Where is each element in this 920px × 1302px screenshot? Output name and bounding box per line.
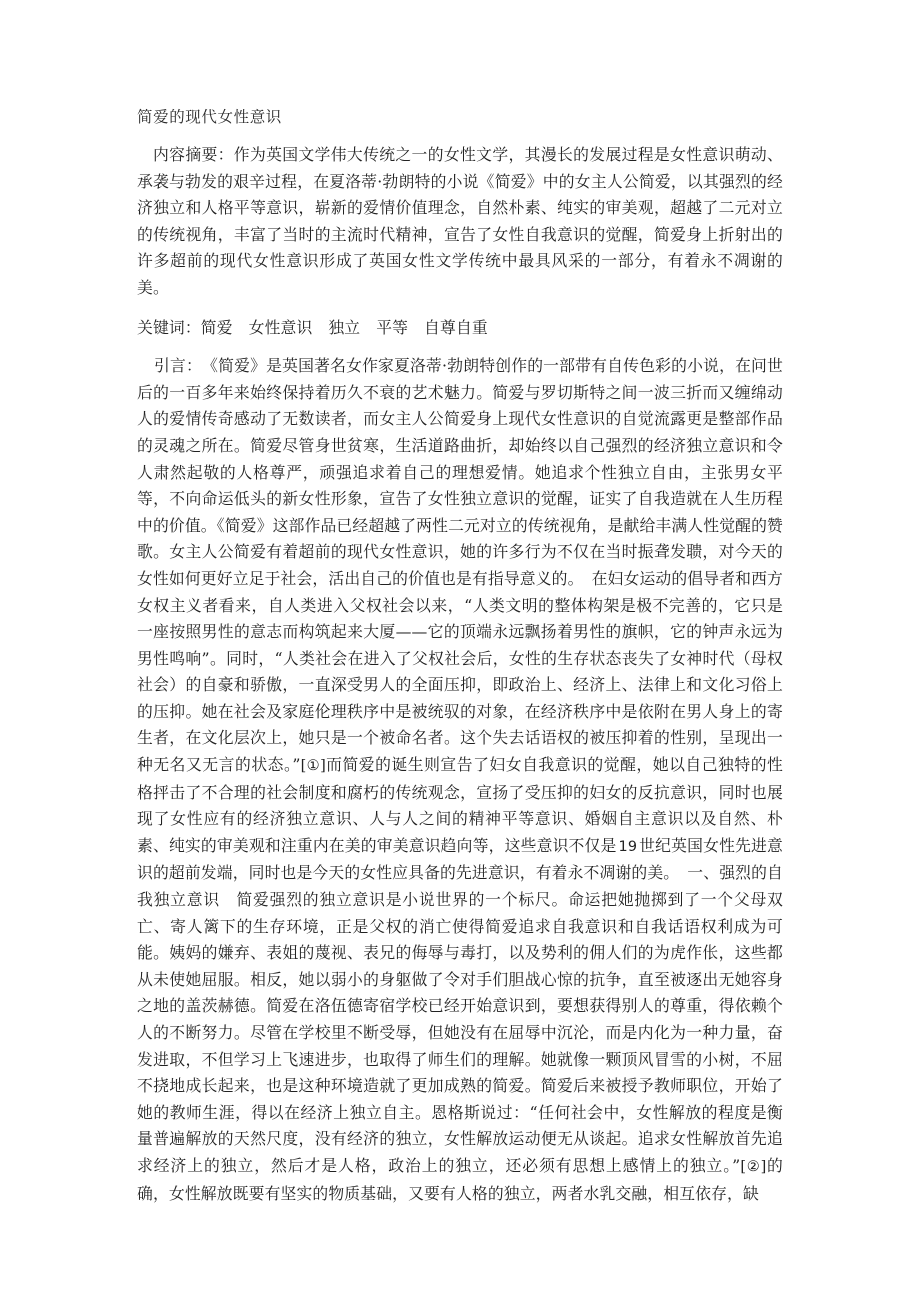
body-text-part-4: 的确，女性解放既要有坚实的物质基础，又要有人格的独立，两者水乳交融，相互依存，缺 (137, 1155, 783, 1203)
document-content (137, 104, 783, 1207)
body-text-part-2: 而简爱的诞生则宣告了妇女自我意识的觉醒，她以自己独特的性格抨击了不合理的社会制度和腐朽的传统观念，宣扬了受压抑的妇女的反抗意识，同时也展现了女性应有的经济独立意识、人与人之间的精神平等意识、婚姻自主意识以及自然、朴素、纯实的审美观和注重内在美的审美意识趋向等，这些意识不仅是 (137, 755, 783, 855)
footnote-marker-1: [①] (300, 758, 326, 775)
page-title: 简爱的现代女性意识 (137, 108, 282, 126)
abstract-paragraph: 内容摘要：作为英国文学伟大传统之一的女性文学，其漫长的发展过程是女性意识萌动、承袭与勃发的艰辛过程，在夏洛蒂·勃朗特的小说《简爱》中的女主人公简爱，以其强烈的经济独立和人格平等意识，崭新的爱情价值理念，自然朴素、纯实的审美观，超越了二元对立的传统视角，丰富了当时的主流时代精神，宣告了女性自我意识的觉醒，简爱身上折射出的许多超前的现代女性意识形成了英国女性文学传统中最具风采的一部分，有着永不凋谢的美。 (137, 145, 783, 297)
year-number: 19 (618, 838, 638, 855)
body-text-part-3: 世纪英国女性先进意识的超前发端，同时也是今天的女性应具备的先进意识，有着永不凋谢的美。 一、强烈的自我独立意识 简爱强烈的独立意识是小说世界的一个标尺。命运把她抛掷到了一个父母双亡、寄人篱下的生存环境，正是父权的消亡使得简爱追求自我意识和自我话语权利成为可能。姨妈的嫌弃、表姐的蔑视、表兄的侮辱与毒打，以及势利的佣人们的为虎作伥，这些都从未使她屈服。相反，她以弱小的身躯做了令对手们胆战心惊的抗争，直至被逐出无她容身之地的盖茨赫德。简爱在洛伍德寄宿学校已经开始意识到，要想获得别人的尊重，得依赖个人的不断努力。尽管在学校里不断受辱，但她没有在屈辱中沉沦，而是内化为一种力量，奋发进取，不但学习上飞速进步，也取得了师生们的理解。她就像一颗顶风冒雪的小树，不屈不挠地成长起来，也是这种环境造就了更加成熟的简爱。简爱后来被授予教师职位，开始了她的教师生涯，得以在经济上独立自主。恩格斯说过：“任何社会中，女性解放的程度是衡量普遍解放的天然尺度，没有经济的独立，女性解放运动便无从谈起。追求女性解放首先追求经济上的独立，然后才是人格，政治上的独立，还必须有思想上感情上的独立。” (137, 835, 783, 1175)
keywords-line: 关键词：简爱 女性意识 独立 平等 自尊自重 (137, 317, 488, 337)
body-text-part-1: 引言： 《简爱》是英国著名女作家夏洛蒂·勃朗特创作的一部带有自传色彩的小说，在问世后的一百多年来始终保持着历久不衰的艺术魅力。简爱与罗切斯特之间一波三折而又缠绵动人的爱情传奇感动了无数读者，而女主人公简爱身上现代女性意识的自觉流露更是整部作品的灵魂之所在。简爱尽管身世贫寒，生活道路曲折，却始终以自己强烈的经济独立意识和令人肃然起敬的人格尊严，顽强追求着自己的理想爱情。她追求个性独立自由，主张男女平等，不向命运低头的新女性形象，宣告了女性独立意识的觉醒，证实了自我造就在人生历程中的价值。《简爱》这部作品已经超越了两性二元对立的传统视角，是献给丰满人性觉醒的赞歌。女主人公简爱有着超前的现代女性意识，她的许多行为不仅在当时振聋发聩，对今天的女性如何更好立足于社会，活出自己的价值也是有指导意义的。 在妇女运动的倡导者和西方女权主义者看来，自人类进入父权社会以来，“人类文明的整体构架是极不完善的，它只是一座按照男性的意志而构筑起来大厦——它的顶端永远飘扬着男性的旗帜，它的钟声永远为男性鸣响”。同时，“人类社会在进入了父权社会后，女性的生存状态丧失了女神时代（母权社会）的自豪和骄傲，一直深受男人的全面压抑，即政治上、经济上、法律上和文化习俗上的压抑。她在社会及家庭伦理秩序中是被统驭的对象，在经济秩序中是依附在男人身上的寄生者，在文化层次上，她只是一个被命名者。这个失去话语权的被压抑着的性别，呈现出一种无名又无言的状态。” (137, 356, 783, 775)
footnote-marker-2: [②] (740, 1158, 767, 1175)
body-paragraph (137, 353, 783, 1207)
